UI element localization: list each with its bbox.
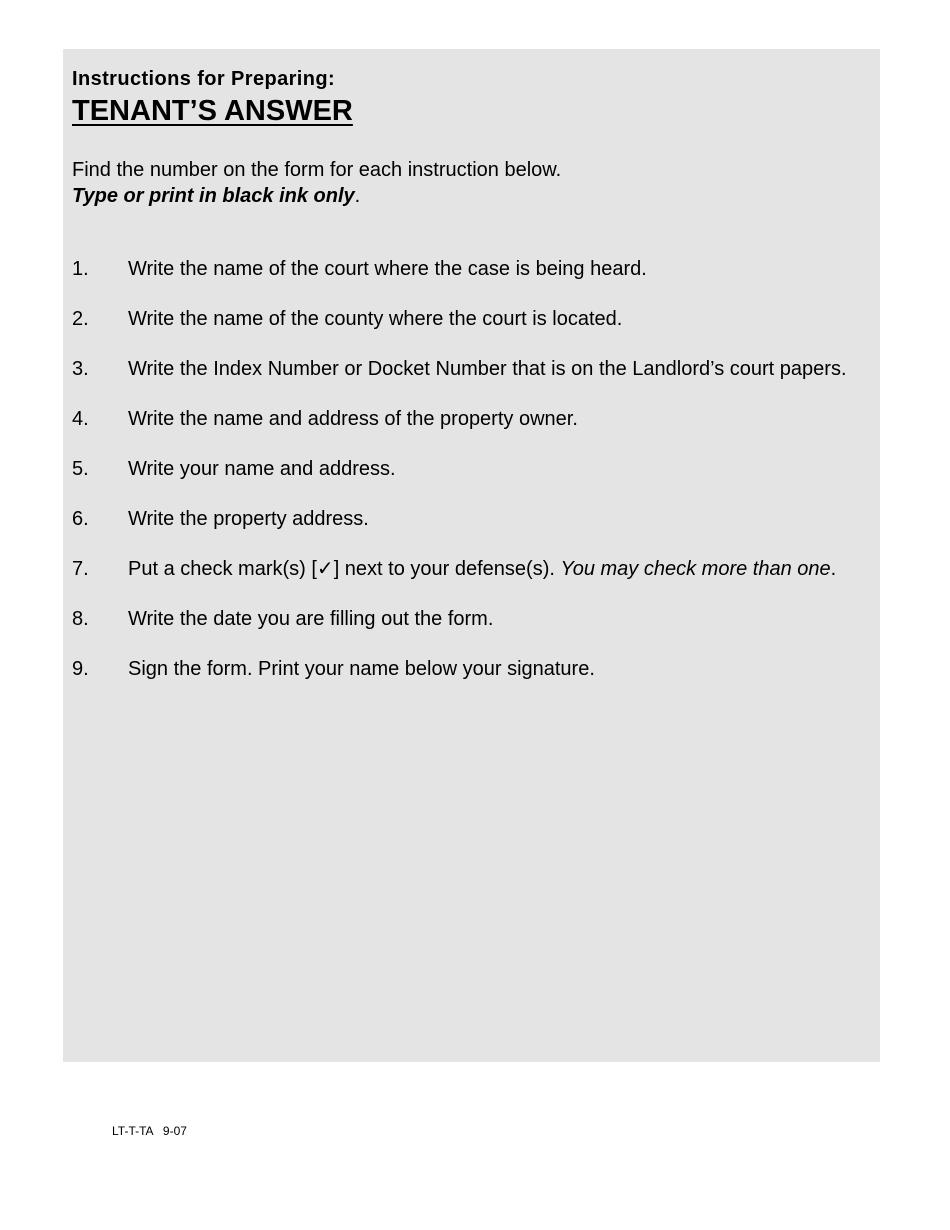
list-item [72, 457, 862, 482]
item-text: Write the property address. [128, 508, 369, 530]
item-text: Sign the form. Print your name below your signature. [128, 658, 595, 680]
item-number: 2. [72, 308, 89, 330]
ink-instruction: Type or print in black ink only [72, 185, 355, 207]
intro-line-2 [72, 183, 561, 209]
item-text-end: . [830, 558, 837, 580]
intro-text [72, 157, 561, 209]
form-title: TENANT’S ANSWER [72, 95, 353, 127]
item-number: 5. [72, 458, 89, 480]
item-number: 6. [72, 508, 89, 530]
item-text: Write the name and address of the property owner. [128, 408, 578, 430]
item-text: Write the name of the court where the case is being heard. [128, 258, 647, 280]
item-number: 9. [72, 658, 89, 680]
list-item [72, 557, 862, 582]
item-number: 7. [72, 558, 89, 580]
pre-title: Instructions for Preparing: [72, 68, 336, 90]
form-code: LT-T-TA 9-07 [112, 1124, 187, 1138]
list-item [72, 407, 862, 432]
list-item [72, 307, 862, 332]
instruction-list [72, 257, 862, 707]
item-text: Write the name of the county where the court is located. [128, 308, 623, 330]
item-text: Write the Index Number or Docket Number that is on the Landlord’s court papers. [128, 358, 847, 380]
item-text-group [128, 557, 862, 582]
item-number: 3. [72, 358, 89, 380]
list-item [72, 657, 862, 682]
item-number: 4. [72, 408, 89, 430]
list-item [72, 607, 862, 632]
list-item [72, 507, 862, 532]
list-item [72, 257, 862, 282]
intro-line-1: Find the number on the form for each instruction below. [72, 159, 562, 181]
list-item [72, 357, 862, 382]
item-text: Write the date you are filling out the form. [128, 608, 494, 630]
item-text: Put a check mark(s) [✓] next to your defense(s). [128, 558, 561, 580]
item-text-italic: You may check more than one [560, 558, 831, 580]
item-number: 8. [72, 608, 89, 630]
item-text: Write your name and address. [128, 458, 396, 480]
item-number: 1. [72, 258, 89, 280]
ink-instruction-end: . [354, 185, 361, 207]
instructions-panel [63, 49, 880, 1062]
